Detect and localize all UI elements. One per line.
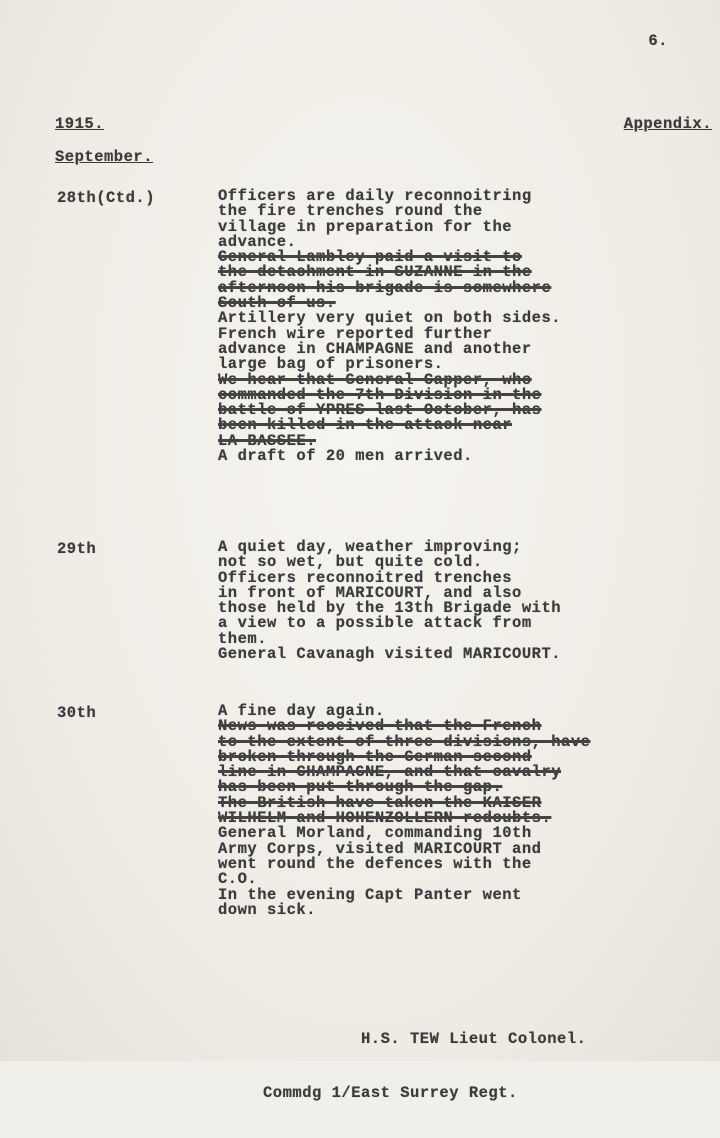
entry-line: C.O. xyxy=(218,870,258,889)
struck-line: to the extent of three divisions, have xyxy=(218,732,591,751)
entry-line: large bag of prisoners. xyxy=(218,355,444,374)
signature-name: H.S. TEW Lieut Colonel. xyxy=(361,1030,587,1048)
entry-line: not so wet, but quite cold. xyxy=(218,553,483,572)
struck-line: line in CHAMPAGNE, and that cavalry xyxy=(218,763,562,782)
struck-line: News was received that the French xyxy=(218,717,542,736)
entry-line: in front of MARICOURT, and also xyxy=(218,583,522,602)
page-number: 6. xyxy=(648,32,668,50)
struck-line: General Lambley paid a visit to xyxy=(218,248,522,267)
entry-line: General Cavanagh visited MARICOURT. xyxy=(218,645,562,664)
struck-line: South of us. xyxy=(218,294,336,313)
year-heading: 1915. xyxy=(55,115,105,133)
entry-line: village in preparation for the xyxy=(218,217,513,236)
entry-line: went round the defences with the xyxy=(218,854,532,873)
entry-text xyxy=(218,189,708,464)
entry-date: 28th(Ctd.) xyxy=(57,189,156,207)
struck-line: been killed in the attack near xyxy=(218,416,513,435)
struck-line: has been put through the gap. xyxy=(218,778,503,797)
entry-line: General Morland, commanding 10th xyxy=(218,824,532,843)
entry-line: French wire reported further xyxy=(218,324,493,343)
entry-line: those held by the 13th Brigade with xyxy=(218,599,562,618)
entry-line: Officers are daily reconnoitring xyxy=(218,187,532,205)
month-heading: September. xyxy=(55,148,154,166)
entry-line: A quiet day, weather improving; xyxy=(218,538,522,556)
entry-line: Army Corps, visited MARICOURT and xyxy=(218,839,542,858)
struck-line: commanded the 7th Division in the xyxy=(218,385,542,404)
entry-line: down sick. xyxy=(218,900,317,919)
entry-date: 29th xyxy=(57,540,97,558)
signature-block xyxy=(263,994,586,1138)
entry-line: advance in CHAMPAGNE and another xyxy=(218,339,532,358)
entry-line: In the evening Capt Panter went xyxy=(218,885,522,904)
struck-line: LA BASSEE. xyxy=(218,431,317,450)
struck-line: broken through the German second xyxy=(218,747,532,766)
entry-line: A fine day again. xyxy=(218,702,385,720)
struck-line: the detachment in SUZANNE in the xyxy=(218,263,532,282)
entry-line: a view to a possible attack from xyxy=(218,614,532,633)
struck-line: The British have taken the KAISER xyxy=(218,793,542,812)
entry-text xyxy=(218,540,708,662)
struck-line: WILHELM and HOHENZOLLERN redoubts. xyxy=(218,809,552,828)
entry-line: the fire trenches round the xyxy=(218,202,483,221)
entry-date: 30th xyxy=(57,704,97,722)
entry-line: advance. xyxy=(218,232,297,251)
appendix-label: Appendix. xyxy=(623,115,712,133)
struck-line: afternoon his brigade is somewhere xyxy=(218,278,552,297)
entry-text xyxy=(218,704,708,918)
struck-line: battle of YPRES last October, has xyxy=(218,401,542,420)
entry-line: Artillery very quiet on both sides. xyxy=(218,309,562,328)
entry-line: them. xyxy=(218,629,268,648)
entry-line: A draft of 20 men arrived. xyxy=(218,447,473,466)
entry-line: Officers reconnoitred trenches xyxy=(218,568,513,587)
signature-title: Commdg 1/East Surrey Regt. xyxy=(263,1084,518,1102)
struck-line: We hear that General Capper, who xyxy=(218,370,532,389)
